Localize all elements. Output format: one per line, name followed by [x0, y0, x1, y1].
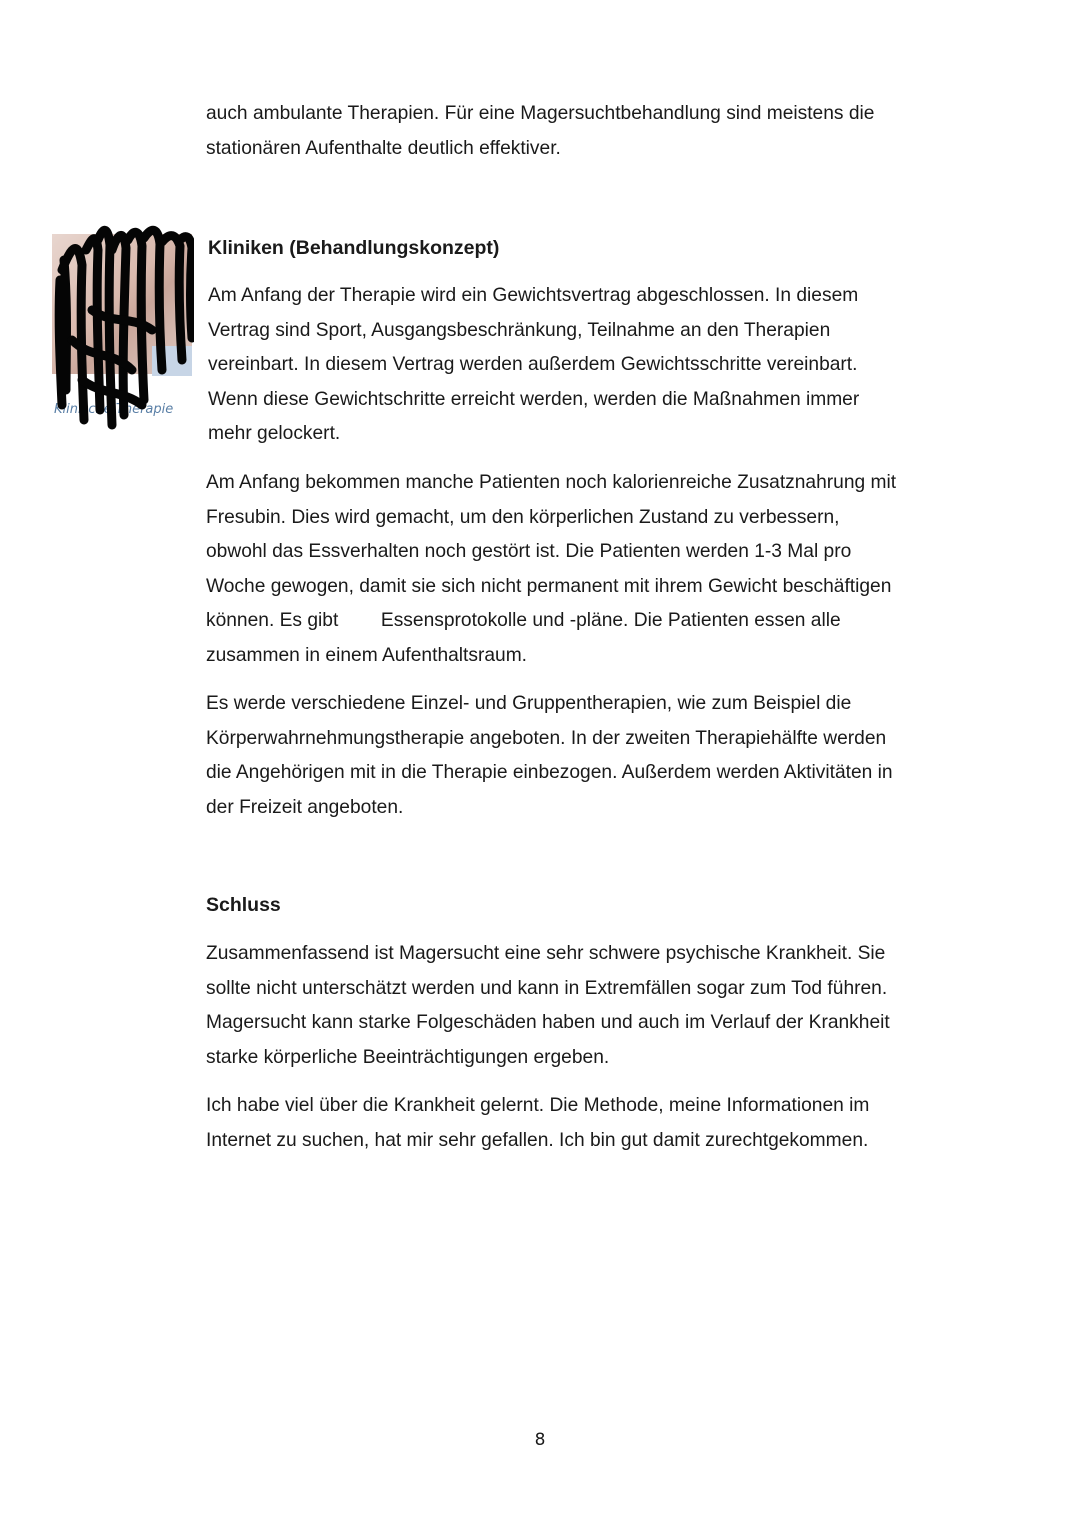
text-line: die Angehörigen mit in die Therapie einbezogen. Außerdem werden Aktivitäten in [206, 762, 893, 784]
therapy-figure [52, 220, 194, 435]
text-line: Woche gewogen, damit sie sich nicht permanent mit ihrem Gewicht beschäftigen [206, 575, 892, 597]
text-line: zusammen in einem Aufenthaltsraum. [206, 644, 528, 666]
text-line: können. Es gibt Essensprotokolle und -pläne. Die Patienten essen alle [206, 610, 841, 632]
text-line: der Freizeit angeboten. [206, 796, 404, 818]
text-line: starke körperliche Beeinträchtigungen ergeben. [206, 1046, 610, 1068]
text-line: obwohl das Essverhalten noch gestört ist. Die Patienten werden 1-3 Mal pro [206, 541, 852, 563]
text-line: stationären Aufenthalte deutlich effektiver. [206, 137, 561, 159]
text-line: Vertrag sind Sport, Ausgangsbeschränkung, Teilnahme an den Therapien [208, 319, 831, 341]
text-line: Ich habe viel über die Krankheit gelernt. Die Methode, meine Informationen im [206, 1095, 870, 1116]
text-line: vereinbart. In diesem Vertrag werden außerdem Gewichtsschritte vereinbart. [208, 354, 858, 376]
section-heading-schluss: Schluss [206, 894, 281, 916]
section-heading-kliniken: Kliniken (Behandlungskonzept) [208, 237, 500, 259]
schluss-paragraph-2 [206, 1089, 936, 1158]
schluss-paragraph-1 [206, 937, 936, 1075]
page-number: 8 [534, 1430, 546, 1450]
text-line: Zusammenfassend ist Magersucht eine sehr schwere psychische Krankheit. Sie [206, 943, 886, 964]
kliniken-paragraph-2 [206, 466, 936, 674]
text-line: Am Anfang der Therapie wird ein Gewichtsvertrag abgeschlossen. In diesem [208, 285, 859, 306]
text-line: Magersucht kann starke Folgeschäden haben und auch im Verlauf der Krankheit [206, 1012, 890, 1034]
text-line: mehr gelockert. [208, 423, 341, 445]
text-line: Es werde verschiedene Einzel- und Gruppentherapien, wie zum Beispiel die [206, 693, 852, 714]
text-line: Körperwahrnehmungstherapie angeboten. In der zweiten Therapiehälfte werden [206, 727, 887, 749]
kliniken-paragraph-3 [206, 687, 936, 825]
scribble-redaction [52, 220, 194, 435]
text-line: Fresubin. Dies wird gemacht, um den körperlichen Zustand zu verbessern, [206, 506, 840, 528]
kliniken-paragraph-1 [208, 279, 938, 452]
text-line: Am Anfang bekommen manche Patienten noch kalorienreiche Zusatznahrung mit [206, 472, 897, 493]
intro-paragraph [206, 97, 936, 166]
text-line: auch ambulante Therapien. Für eine Magersuchtbehandlung sind meistens die [206, 103, 875, 124]
text-line: Wenn diese Gewichtschritte erreicht werden, werden die Maßnahmen immer [208, 388, 860, 410]
text-line: sollte nicht unterschätzt werden und kann in Extremfällen sogar zum Tod führen. [206, 977, 888, 999]
figure-caption: Klinische Therapie [54, 402, 174, 417]
text-line: Internet zu suchen, hat mir sehr gefallen. Ich bin gut damit zurechtgekommen. [206, 1129, 869, 1151]
